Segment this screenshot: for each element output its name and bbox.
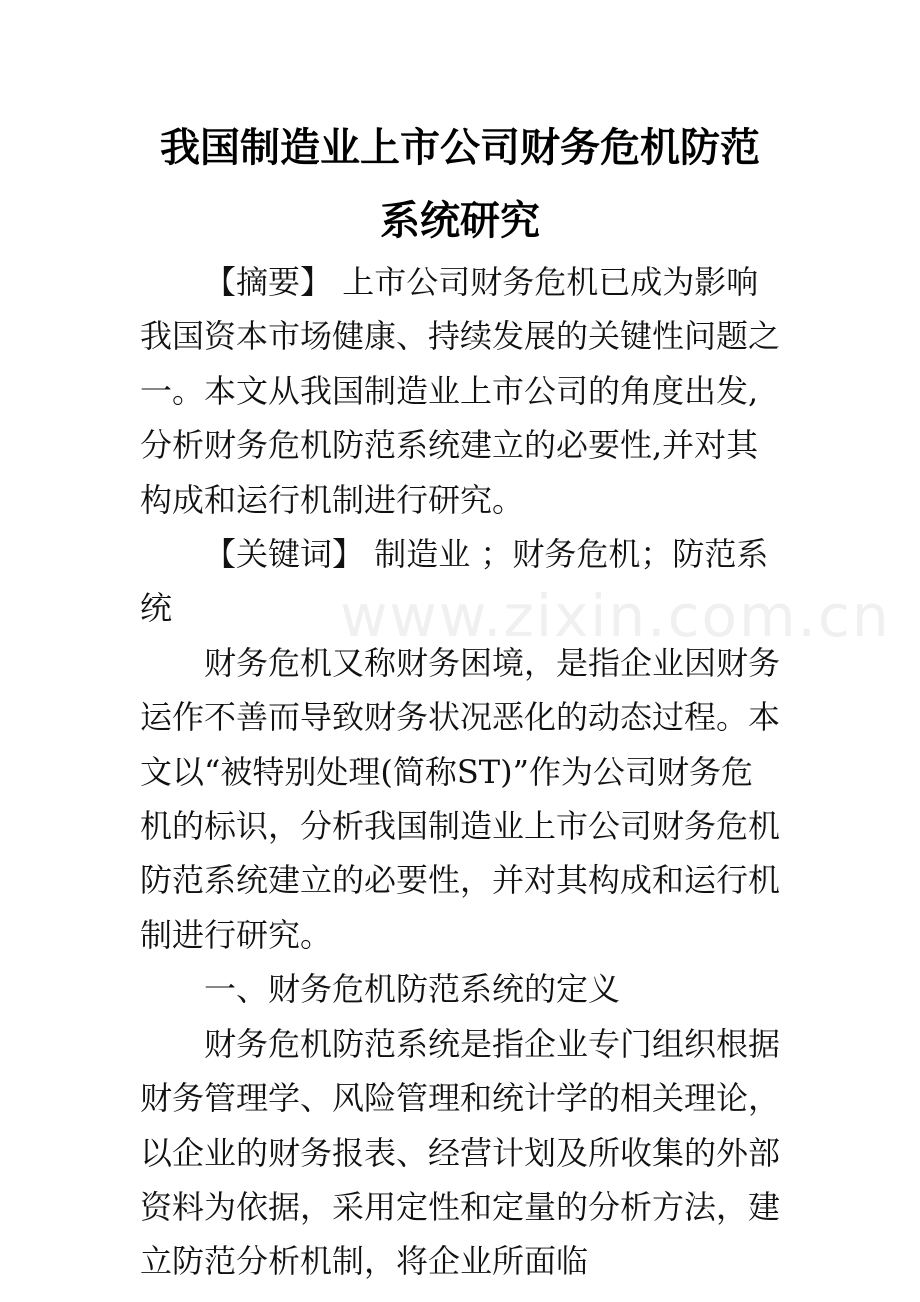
abstract-spacer: [332, 263, 342, 301]
document-title-line-2: 系统研究: [380, 198, 540, 244]
keywords-text: 制造业 ；财务危机；防范系统: [140, 535, 769, 628]
section-1-heading: 一、财务危机防范系统的定义: [204, 970, 621, 1009]
keywords-spacer: [364, 535, 374, 573]
keywords-paragraph: [140, 527, 780, 636]
abstract-paragraph: [140, 255, 780, 527]
abstract-label: 【摘要】: [204, 263, 333, 301]
document-body: [140, 255, 780, 1289]
section-1-paragraph: 财务危机防范系统是指企业专门组织根据财务管理学、风险管理和统计学的相关理论，以企业的财务报表、经营计划及所收集的外部资料为依据，采用定性和定量的分析方法，建立防范分析机制，将企业所面临: [140, 1024, 781, 1281]
document-title-line-1: 我国制造业上市公司财务危机防范: [160, 125, 760, 171]
intro-paragraph: 财务危机又称财务困境，是指企业因财务运作不善而导致财务状况恶化的动态过程。本文以“被特别处理(简称ST)”作为公司财务危机的标识，分析我国制造业上市公司财务危机防范系统建立的必要性，并对其构成和运行机制进行研究。: [140, 643, 781, 954]
keywords-label: 【关键词】: [204, 535, 365, 574]
abstract-text: 上市公司财务危机已成为影响我国资本市场健康、持续发展的关键性问题之一。本文从我国制造业上市公司的角度出发,分析财务危机防范系统建立的必要性,并对其构成和运行机制进行研究。: [140, 263, 781, 519]
watermark: www.zixin.com.cn: [340, 582, 891, 650]
